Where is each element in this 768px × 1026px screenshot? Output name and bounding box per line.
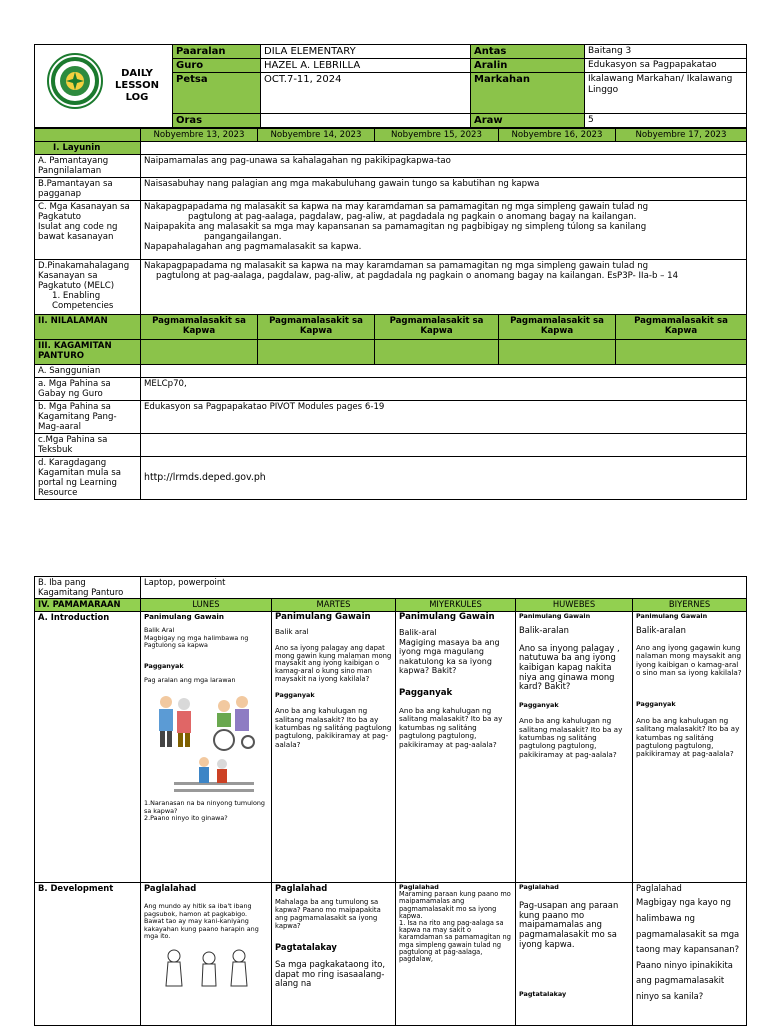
dev-huwebes: Paglalahad Pag-usapan ang paraan kung paano mo maipamamalas ang pagmamalasakit mo sa iyong kapwa. Pagtatalakay [516, 882, 633, 1025]
text-pamantayang-pangnilalaman: Naipamamalas ang pag-unawa sa kahalagahan ng pakikipagkapwa-tao [141, 155, 747, 178]
children-illustration [154, 948, 264, 988]
lesson-table-2 [34, 576, 747, 1026]
topic-5: Pagmamalasakit sa Kapwa [616, 315, 747, 340]
dev-miyerkules: Paglalahad Maraming paraan kung paano mo maipamamalas ang pagmamalasakit mo sa iyong kapwa. 1. Isa na rito ang pag-aalaga sa kapwa na may sakit o karamdaman sa pamamagitan ng mga simpleng gawain tulad ng pagtulong at pag-aalaga, pagdalaw, [396, 882, 516, 1025]
value-araw: 5 [585, 114, 747, 128]
day-martes: MARTES [272, 599, 396, 612]
intro-martes: Panimulang Gawain Balik aral Ano sa iyong palagay ang dapat mong gawin kung malaman mong maysakit ang iyong kaibigan o kamag-aral o kung sino man maysakit na iyong kakilala? Pagganyak Ano ba ang kahulugan ng salitang malasakit? Ito ba ay katumbas ng salitáng pagtulong pagtulong, pakikiramay at pag-aalala? [272, 611, 396, 882]
date-5: Nobyembre 17, 2023 [616, 129, 747, 142]
intro-miyerkules: Panimulang Gawain Balik-aral Magiging masaya ba ang iyong mga magulang nakatulong ka sa iyong kapwa? Bakit? Pagganyak Ano ba ang kahulugan ng salitang malasakit? Ito ba ay katumbas ng salitáng pagtulong pagtulong, pakikiramay at pag-aalala? [396, 611, 516, 882]
label-antas: Antas [471, 45, 585, 59]
label-araw: Araw [471, 114, 585, 128]
label-sanggunian: A. Sanggunian [35, 365, 141, 378]
label-kasanayan-pagkatuto: C. Mga Kasanayan sa Pagkatuto Isulat ang code ng bawat kasanayan [35, 201, 141, 260]
value-paaralan: DILA ELEMENTARY [261, 45, 471, 59]
topic-4: Pagmamalasakit sa Kapwa [499, 315, 616, 340]
label-paaralan: Paaralan [173, 45, 261, 59]
date-4: Nobyembre 16, 2023 [499, 129, 616, 142]
topic-2: Pagmamalasakit sa Kapwa [258, 315, 375, 340]
dev-biyernes: Paglalahad Magbigay nga kayo ng halimbawa ng pagmamalasakit sa mga taong may kapansanan? Paano ninyo ipinakikita ang pagmamalasakit ninyo sa kanila? [633, 882, 747, 1025]
link-lrmds[interactable]: http://lrmds.deped.gov.ph [141, 457, 747, 500]
dev-martes: Paglalahad Mahalaga ba ang tumulong sa kapwa? Paano mo maipapakita ang pagmamalasakit sa iyong kapwa? Pagtatalakay Sa mga pagkakataong ito, dapat mo ring isasaalang-alang na [272, 882, 396, 1025]
header-table [34, 44, 747, 128]
dates-row [35, 129, 747, 142]
text-iba-pang-kagamitan: Laptop, powerpoint [141, 577, 747, 599]
label-introduction: A. Introduction [35, 611, 141, 882]
topic-3: Pagmamalasakit sa Kapwa [375, 315, 499, 340]
lesson-table-1 [34, 128, 747, 500]
label-aralin: Aralin [471, 59, 585, 73]
value-markahan: Ikalawang Markahan/ Ikalawang Linggo [585, 73, 747, 114]
value-petsa: OCT.7-11, 2024 [261, 73, 471, 114]
intro-biyernes: Panimulang Gawain Balik-aralan Ano ang iyong gagawin kung nalaman mong maysakit ang iyong kaibigan o kamag-aral o sino man sa iyong kakilala? Pagganyak Ano ba ang kahulugan ng salitang malasakit? Ito ba ay katumbas ng salitáng pagtulong pagtulong, pakikiramay at pag-aalala? [633, 611, 747, 882]
daily-lesson-log-title: DAILY LESSON LOG [35, 45, 173, 128]
text-gabay-ng-guro: MELCp70, [141, 378, 747, 401]
value-antas: Baitang 3 [585, 45, 747, 59]
section-kagamitan-panturo: III. KAGAMITAN PANTURO [35, 340, 141, 365]
day-biyernes: BIYERNES [633, 599, 747, 612]
date-3: Nobyembre 15, 2023 [375, 129, 499, 142]
label-pamantayan-pagganap: B.Pamantayan sa pagganap [35, 178, 141, 201]
label-teksbuk: c.Mga Pahina sa Teksbuk [35, 434, 141, 457]
dev-lunes: Paglalahad Ang mundo ay hitik sa iba't ibang pagsubok, hamon at pagkabigo. Bawat tao ay may kani-kaniyang kakayahan kung paano harapin ang mga ito. [141, 882, 272, 1025]
label-oras: Oras [173, 114, 261, 128]
section-nilalaman: II. NILALAMAN [35, 315, 141, 340]
text-teksbuk [141, 434, 747, 457]
label-petsa: Petsa [173, 73, 261, 114]
crossing-street-illustration [174, 756, 254, 796]
day-miyerkules: MIYERKULES [396, 599, 516, 612]
text-kagamitang-pang-mag-aaral: Edukasyon sa Pagpapakatao PIVOT Modules pages 6-19 [141, 401, 747, 434]
text-kasanayan-pagkatuto: Nakapagpapadama ng malasakit sa kapwa na may karamdaman sa pamamagitan ng mga simpleng gawain tulad ng pagtulong at pag-aalaga, pagdalaw, pag-aliw, at pagdadala ng pagkain o anomang bagay na kailangan. Naipapakita ang malasakit sa mga may kapansanan sa pamamagitan ng pagbibigay ng simpleng túlong sa kanilang pangangailangan. Napapahalagahan ang pagmamalasakit sa kapwa. [141, 201, 747, 260]
date-1: Nobyembre 13, 2023 [141, 129, 258, 142]
intro-lunes: Panimulang Gawain Balik Aral Magbigay ng mga halimbawa ng Pagtulong sa kapwa Pagganyak Pag aralan ang mga larawan 1.Naranasan na ba ninyong tumulong sa kapwa? 2.Paano ninyo ito ginawa? [141, 611, 272, 882]
text-melc: Nakapagpapadama ng malasakit sa kapwa na may karamdaman sa pamamagitan ng mga simpleng gawain tulad ng pagtulong at pag-aalaga, pagdalaw, pag-aliw, at pagdadala ng pagkain o anomang bagay na kailangan. EsP3P- IIa-b – 14 [141, 260, 747, 315]
label-iba-pang-kagamitan: B. Iba pang Kagamitang Panturo [35, 577, 141, 599]
label-kagamitang-pang-mag-aaral: b. Mga Pahina sa Kagamitang Pang-Mag-aaral [35, 401, 141, 434]
label-pamantayang-pangnilalaman: A. Pamantayang Pangnilalaman [35, 155, 141, 178]
value-guro: HAZEL A. LEBRILLA [261, 59, 471, 73]
label-gabay-ng-guro: a. Mga Pahina sa Gabay ng Guro [35, 378, 141, 401]
label-guro: Guro [173, 59, 261, 73]
topic-1: Pagmamalasakit sa Kapwa [141, 315, 258, 340]
label-melc: D.Pinakamahalagang Kasanayan sa Pagkatuto (MELC) 1. Enabling Competencies [35, 260, 141, 315]
section-layunin: I. Layunin [35, 142, 141, 155]
value-oras [261, 114, 471, 128]
label-learning-resource: d. Karagdagang Kagamitan mula sa portal ng Learning Resource [35, 457, 141, 500]
day-huwebes: HUWEBES [516, 599, 633, 612]
label-development: B. Development [35, 882, 141, 1025]
date-2: Nobyembre 14, 2023 [258, 129, 375, 142]
section-pamamaraan: IV. PAMAMARAAN [35, 599, 141, 612]
value-aralin: Edukasyon sa Pagpapakatao [585, 59, 747, 73]
intro-huwebes: Panimulang Gawain Balik-aralan Ano sa inyong palagay , natutuwa ba ang iyong kaibigan kapag nakita niya ang ginawa mong kard? Bakit? Pagganyak Ano ba ang kahulugan ng salitang malasakit? Ito ba ay katumbas ng salitáng pagtulong pagtulong, pakikiramay at pag-aalala? [516, 611, 633, 882]
label-markahan: Markahan [471, 73, 585, 114]
elderly-care-illustration [144, 692, 262, 754]
day-lunes: LUNES [141, 599, 272, 612]
text-pamantayan-pagganap: Naisasabuhay nang palagian ang mga makabuluhang gawain tungo sa kabutihan ng kapwa [141, 178, 747, 201]
